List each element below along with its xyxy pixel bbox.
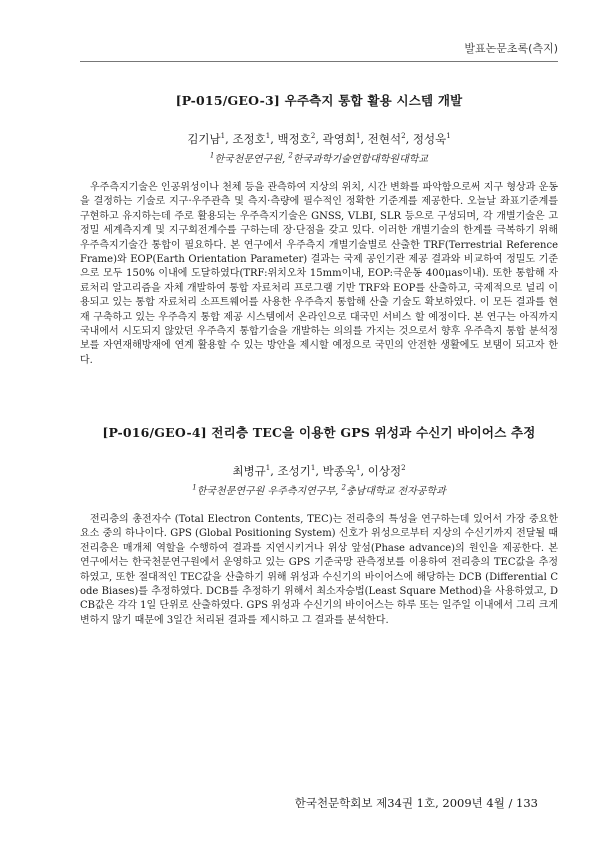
abstract-body: 우주측지기술은 인공위성이나 천체 등을 관측하여 지상의 위치, 시간 변화를 파악함으로써 지구 형상과 운동을 결정하는 기술로 지구·우주관측 및 측지·측량에 필수적인 정확한 기준계를 제공한다. 오늘날 좌표기준계를 구현하고 유지하는데 주로 활용되는 우주측지기술은 GNSS, VLBI, SLR 등으로 구성되며, 각 개별기술은 고정밀 세계측지계 및 지구회전계수를 구하는데 장·단점을 갖고 있다. 이러한 개별기술의 한계를 극복하기 위해 우주측지기술간 통합이 필요하다. 본 연구에서 우주측지 개별기술별로 산출한 TRF(Terrestrial Reference Frame)와 EOP(Earth Orientation Parameter) 결과는 국제 공인기관 제공 결과와 비교하여 정밀도 기준으로 모두 150% 이내에 도달하였다(TRF:위치오차 15mm이내, EOP:극운동 400μas이내). 또한 통합해 자료처리 알고리즘을 자체 개발하여 통합 자료처리 프로그램 기반 TRF와 EOP를 산출하고, 국제적으로 널리 이용되고 있는 통합 자료처리 소프트웨어를 사용한 우주측지 통합해 산출 기술도 확보하였다. 이 모든 결과를 현재 구축하고 있는 우주측지 통합 제공 시스템에서 온라인으로 대국민 서비스 할 예정이다. 본 연구는 아직까지 국내에서 시도되지 않았던 우주측지 통합기술을 개발하는 의의를 가지는 것으로서 향후 우주측지 통합 분석정보를 자연재해방재에 연계 활용할 수 있는 방안을 제시할 예정으로 국민의 안전한 생활에도 보탬이 되고자 한다. [80,182,558,366]
affiliation: 한국과학기술연합대학원대학교 [292,154,429,165]
author-name: 정성욱 [412,132,447,146]
author-affil-mark: 2 [310,132,316,141]
affiliation-list: $^1$한국천문연구원, $^2$한국과학기술연합대학원대학교 [209,151,429,165]
header-rule [80,61,558,62]
author-name: 이상정 [367,464,402,478]
author-affil-mark: 1 [355,132,361,141]
abstract-p015 [80,91,558,368]
abstract-p016 [80,423,558,628]
author-affil-mark: 2 [401,132,406,141]
abstract-title: [P-015/GEO-3] 우주측지 통합 활용 시스템 개발 [175,93,463,108]
author-affil-mark: 1 [310,464,316,473]
affil-mark: 2 [341,483,346,492]
author-name: 조정호 [232,132,266,146]
author-name: 곽영희 [322,132,356,146]
page-footer-citation: 한국천문학회보 제34권 1호, 2009년 4월 / 133 [294,796,538,810]
author-affil-mark: 1 [446,132,451,141]
section-label: 발표논문초록(측지) [464,42,558,55]
affiliation: 충남대학교 전자공학과 [345,486,446,497]
affil-mark: 2 [288,151,293,160]
author-name: 박종욱 [322,464,356,478]
author-affil-mark: 1 [355,464,361,473]
affil-mark: 1 [209,151,215,160]
affiliation: 한국천문연구원 [214,154,282,165]
affiliation-list: $^1$한국천문연구원 우주측지연구부, $^2$충남대학교 전자공학과 [192,483,446,497]
affil-mark: 1 [192,483,197,492]
author-affil-mark: 1 [220,132,226,141]
author-affil-mark: 1 [265,132,271,141]
abstract-body: 전리층의 총전자수 (Total Electron Contents, TEC)는 전리층의 특성을 연구하는데 있어서 가장 중요한 요소 중의 하나이다. GPS (Global Positioning System) 신호가 위성으로부터 지상의 수신기까지 전달될 때 전리층은 매개체 역할을 수행하여 결과를 지연시키거나 위상 앞섬(Phase advance)의 원인을 제공한다. 본 연구에서는 한국천문연구원에서 운영하고 있는 GPS 기준국망 관측정보를 이용하여 전리층의 TEC값을 추정하였고, 또한 절대적인 TEC값을 산출하기 위해 위성과 수신기의 바이어스에 해당하는 DCB (Differential Code Biases)를 추정하였다. DCB를 추정하기 위해서 최소자승법(Least Square Method)을 사용하였고, DCB값은 각각 1일 단위로 산출하였다. GPS 위성과 수신기의 바이어스는 하루 또는 일주일 이내에서 그리 크게 변하지 않기 때문에 3일간 처리된 결과를 제시하고 그 결과를 분석한다. [80,514,558,626]
author-name: 전현석 [367,132,402,146]
author-name: 조성기 [277,464,311,478]
affiliation: 한국천문연구원 우주측지연구부 [196,486,336,497]
author-list: 최병규$^1$, 조성기$^1$, 박종욱$^1$, 이상정$^2$ [232,464,406,478]
author-list: 김기남$^1$, 조정호$^1$, 백정호$^2$, 곽영희$^1$, 전현석$^2$, 정성욱$^1$ [187,132,451,146]
author-affil-mark: 2 [401,464,406,473]
abstract-title: [P-016/GEO-4] 전리층 TEC을 이용한 GPS 위성과 수신기 바이어스 추정 [102,425,536,440]
author-name: 김기남 [187,132,221,146]
author-affil-mark: 1 [265,464,271,473]
author-name: 백정호 [277,132,311,146]
author-name: 최병규 [232,464,266,478]
